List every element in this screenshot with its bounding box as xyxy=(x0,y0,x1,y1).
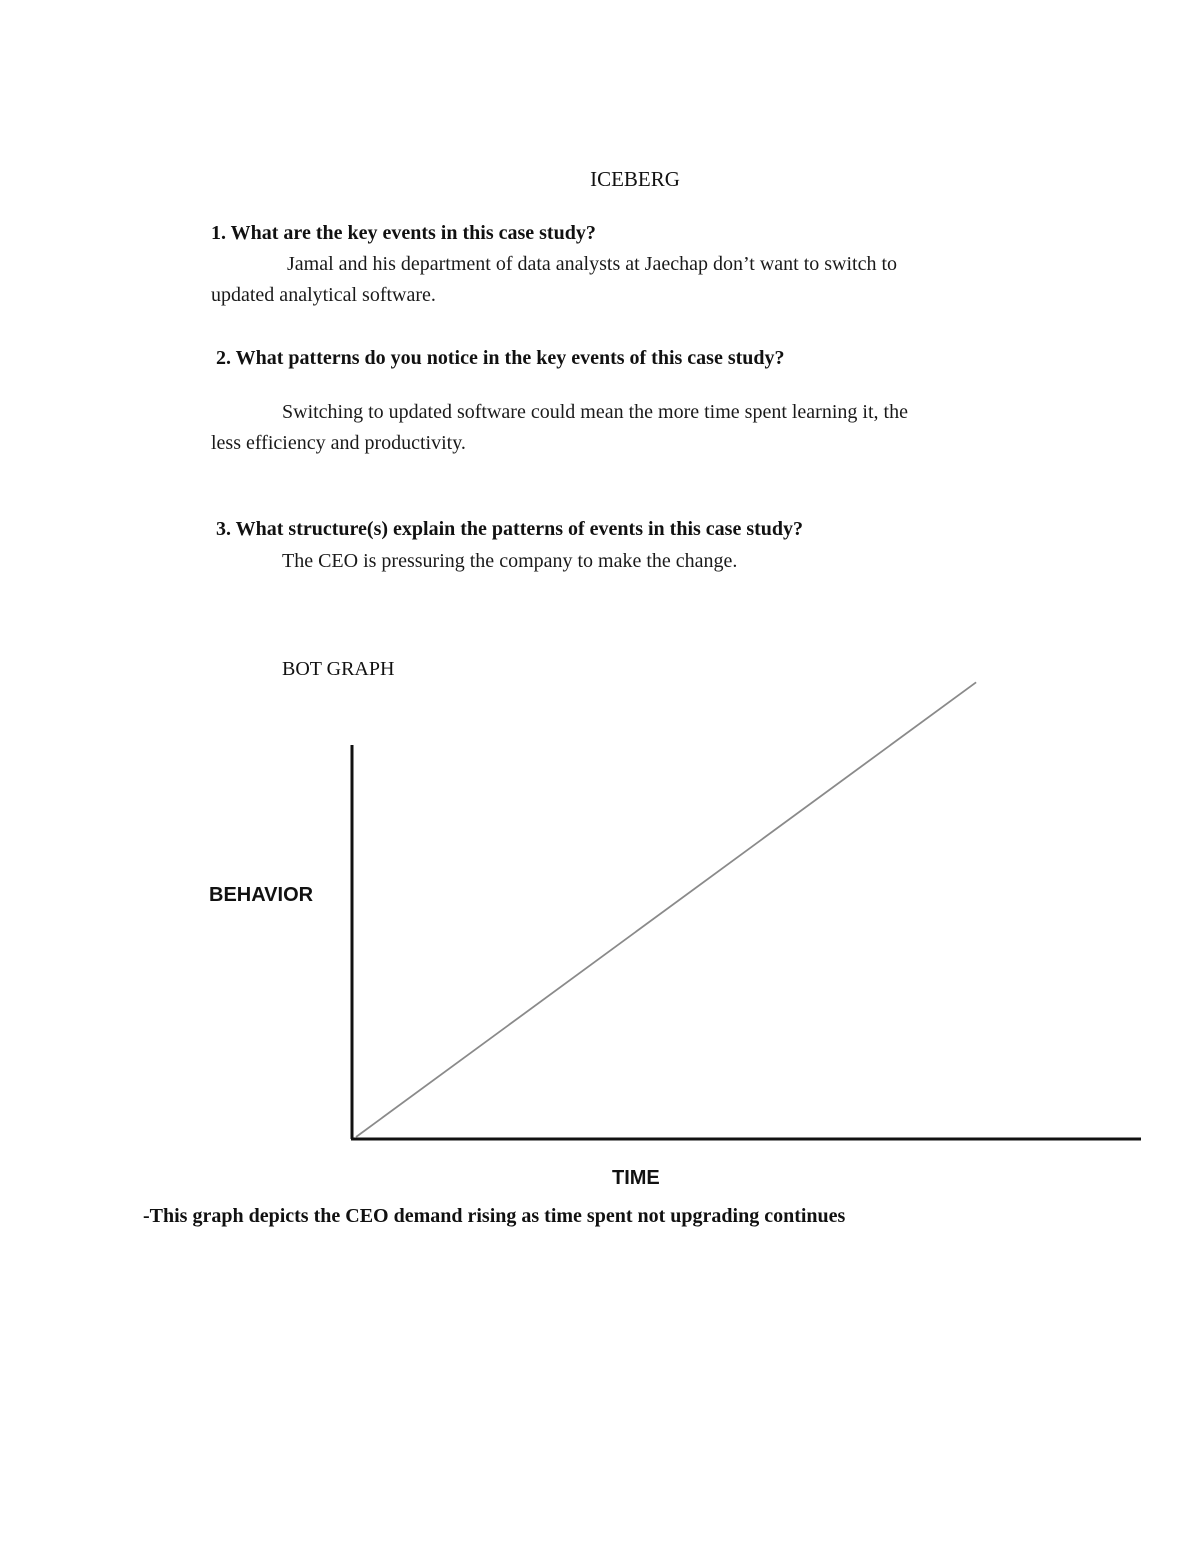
answer-2-line-1: Switching to updated software could mean the more time spent learning it, the xyxy=(282,401,908,423)
question-3: 3. What structure(s) explain the patterns of events in this case study? xyxy=(216,518,804,540)
document-title: ICEBERG xyxy=(590,167,680,191)
answer-1-line-1: Jamal and his department of data analysts at Jaechap don’t want to switch to xyxy=(287,253,898,275)
y-axis-label: BEHAVIOR xyxy=(209,884,314,906)
question-1: 1. What are the key events in this case study? xyxy=(211,222,596,244)
answer-1-line-2: updated analytical software. xyxy=(211,284,436,306)
series-line-0 xyxy=(356,682,976,1137)
x-axis-label: TIME xyxy=(612,1167,660,1189)
graph-heading: BOT GRAPH xyxy=(282,658,395,680)
graph-caption: -This graph depicts the CEO demand rising as time spent not upgrading continues xyxy=(143,1205,846,1227)
answer-3-line-1: The CEO is pressuring the company to make the change. xyxy=(282,550,738,572)
question-2: 2. What patterns do you notice in the key events of this case study? xyxy=(216,347,785,369)
answer-2-line-2: less efficiency and productivity. xyxy=(211,432,466,454)
